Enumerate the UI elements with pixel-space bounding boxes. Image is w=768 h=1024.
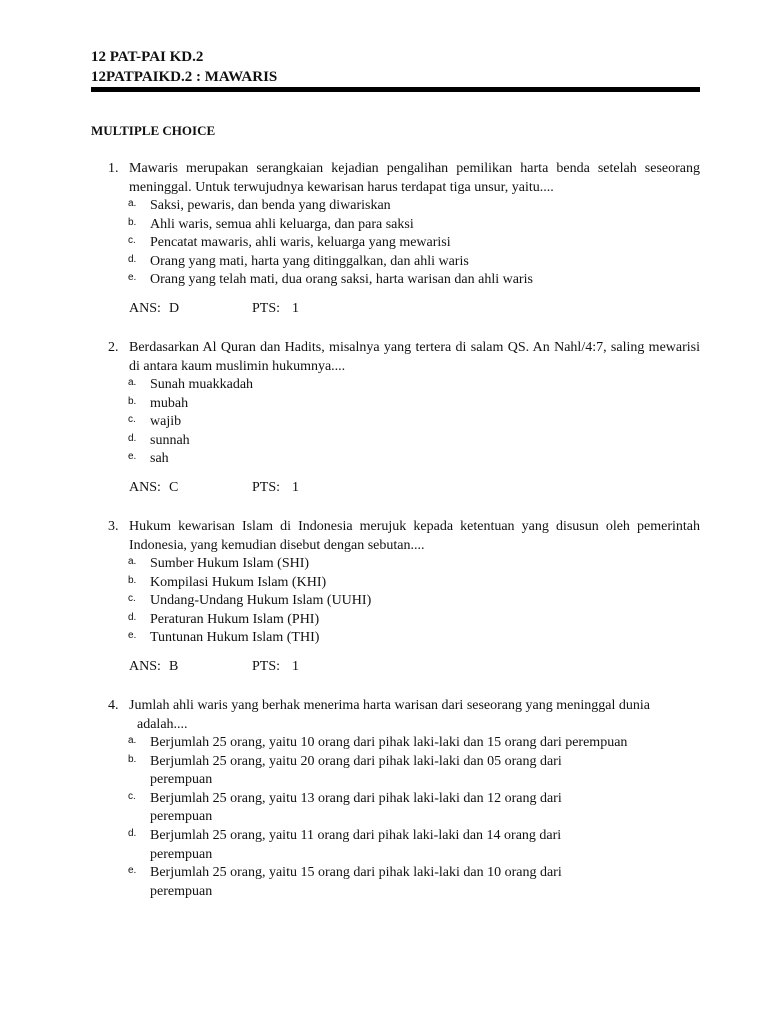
option-e bbox=[91, 450, 700, 469]
option-list bbox=[91, 734, 700, 901]
option-text: Saksi, pewaris, dan benda yang diwariskan bbox=[150, 198, 391, 213]
option-a bbox=[91, 197, 700, 216]
option-a bbox=[91, 734, 650, 753]
option-letter: e. bbox=[128, 451, 137, 463]
question-1 bbox=[91, 159, 700, 318]
question-text: Hukum kewarisan Islam di Indonesia merujuk kepada ketentuan yang disusun oleh pemerintah Indonesia, yang kemudian disebut dengan sebutan.... bbox=[129, 519, 700, 553]
option-c bbox=[91, 790, 590, 827]
option-text: Orang yang telah mati, dua orang saksi, harta warisan dan ahli waris bbox=[150, 272, 533, 288]
question-stem bbox=[91, 696, 700, 715]
option-letter: e. bbox=[128, 865, 137, 877]
option-letter: b. bbox=[128, 574, 137, 586]
answer-label: ANS: bbox=[129, 300, 161, 316]
option-letter: c. bbox=[128, 235, 136, 247]
points-label: PTS: bbox=[252, 479, 281, 495]
answer-value: C bbox=[169, 479, 179, 495]
question-text: Berdasarkan Al Quran dan Hadits, misalnya yang tertera di salam QS. An Nahl/4:7, saling mewarisi di antara kaum muslimin hukumnya.... bbox=[129, 340, 700, 374]
option-letter: d. bbox=[128, 827, 137, 839]
answer-label: ANS: bbox=[129, 479, 161, 495]
option-letter: d. bbox=[128, 611, 137, 623]
option-a bbox=[91, 555, 700, 574]
header-title: 12 PAT-PAI KD.2 bbox=[91, 49, 204, 65]
option-letter: a. bbox=[128, 556, 137, 567]
option-text: Berjumlah 25 orang, yaitu 15 orang dari pihak laki-laki dan 10 orang dari perempuan bbox=[150, 865, 562, 899]
points-label: PTS: bbox=[252, 300, 281, 316]
header-divider bbox=[91, 87, 700, 92]
option-text: Tuntunan Hukum Islam (THI) bbox=[150, 630, 320, 646]
question-stem bbox=[91, 338, 700, 376]
option-letter: c. bbox=[128, 593, 136, 605]
header-subtitle: 12PATPAIKD.2 : MAWARIS bbox=[91, 69, 278, 85]
option-text: Peraturan Hukum Islam (PHI) bbox=[150, 611, 320, 627]
option-text: mubah bbox=[150, 395, 189, 411]
question-number: 3. bbox=[108, 519, 119, 534]
answer-line bbox=[91, 479, 700, 497]
option-text: sunnah bbox=[150, 432, 190, 448]
option-text: Berjumlah 25 orang, yaitu 11 orang dari pihak laki-laki dan 14 orang dari perempuan bbox=[150, 827, 562, 862]
option-list bbox=[91, 376, 700, 469]
option-letter: c. bbox=[128, 414, 136, 426]
option-text: Berjumlah 25 orang, yaitu 13 orang dari pihak laki-laki dan 12 orang dari perempuan bbox=[150, 790, 562, 825]
option-letter: d. bbox=[128, 432, 137, 444]
option-letter: b. bbox=[128, 216, 137, 228]
question-number: 2. bbox=[108, 340, 119, 355]
points-value: 1 bbox=[292, 300, 299, 316]
option-text: sah bbox=[150, 451, 169, 467]
option-text: Undang-Undang Hukum Islam (UUHI) bbox=[150, 593, 372, 609]
option-b bbox=[91, 753, 590, 790]
option-c bbox=[91, 234, 700, 253]
question-text: Jumlah ahli waris yang berhak menerima harta warisan dari seseorang yang meninggal dunia bbox=[129, 698, 650, 713]
question-stem bbox=[91, 517, 700, 555]
option-text: Sumber Hukum Islam (SHI) bbox=[150, 556, 310, 571]
option-d bbox=[91, 253, 700, 272]
question-4 bbox=[91, 696, 700, 901]
option-b bbox=[91, 216, 700, 235]
question-stem bbox=[91, 159, 700, 197]
option-b bbox=[91, 574, 700, 593]
option-letter: b. bbox=[128, 753, 137, 765]
option-a bbox=[91, 376, 700, 395]
option-d bbox=[91, 611, 700, 630]
section-title: MULTIPLE CHOICE bbox=[91, 123, 216, 138]
question-text: Mawaris merupakan serangkaian kejadian pengalihan pemilikan harta benda setelah seseorang meninggal. Untuk terwujudnya kewarisan harus terdapat tiga unsur, yaitu.... bbox=[129, 161, 700, 195]
option-e bbox=[91, 271, 700, 290]
option-c bbox=[91, 592, 700, 611]
option-c bbox=[91, 413, 700, 432]
option-text: Pencatat mawaris, ahli waris, keluarga yang mewarisi bbox=[150, 235, 451, 251]
points-value: 1 bbox=[292, 479, 299, 495]
question-number: 4. bbox=[108, 698, 119, 713]
option-b bbox=[91, 395, 700, 414]
option-text: Sunah muakkadah bbox=[150, 377, 254, 392]
points-value: 1 bbox=[292, 658, 299, 674]
option-letter: b. bbox=[128, 395, 137, 407]
option-text: Berjumlah 25 orang, yaitu 10 orang dari pihak laki-laki dan 15 orang dari perempuan bbox=[150, 735, 628, 750]
option-letter: c. bbox=[128, 790, 136, 802]
option-letter: a. bbox=[128, 735, 137, 746]
option-list bbox=[91, 197, 700, 290]
option-text: Berjumlah 25 orang, yaitu 20 orang dari pihak laki-laki dan 05 orang dari perempuan bbox=[150, 753, 562, 788]
question-text-continuation: adalah.... bbox=[137, 717, 188, 732]
answer-label: ANS: bbox=[129, 658, 161, 674]
points-label: PTS: bbox=[252, 658, 281, 674]
option-letter: a. bbox=[128, 377, 137, 388]
option-letter: a. bbox=[128, 198, 137, 209]
answer-line bbox=[91, 300, 700, 318]
option-text: Orang yang mati, harta yang ditinggalkan, dan ahli waris bbox=[150, 253, 469, 269]
option-list bbox=[91, 555, 700, 648]
answer-value: B bbox=[169, 658, 179, 674]
option-d bbox=[91, 827, 590, 864]
answer-line bbox=[91, 658, 700, 676]
option-e bbox=[91, 864, 590, 901]
option-letter: e. bbox=[128, 630, 137, 642]
option-text: Kompilasi Hukum Islam (KHI) bbox=[150, 574, 327, 590]
option-letter: e. bbox=[128, 272, 137, 284]
option-text: Ahli waris, semua ahli keluarga, dan para saksi bbox=[150, 216, 414, 232]
question-number: 1. bbox=[108, 161, 119, 176]
question-2 bbox=[91, 338, 700, 497]
option-text: wajib bbox=[150, 414, 182, 430]
option-e bbox=[91, 629, 700, 648]
option-d bbox=[91, 432, 700, 451]
question-3 bbox=[91, 517, 700, 676]
option-letter: d. bbox=[128, 253, 137, 265]
answer-value: D bbox=[169, 300, 180, 316]
